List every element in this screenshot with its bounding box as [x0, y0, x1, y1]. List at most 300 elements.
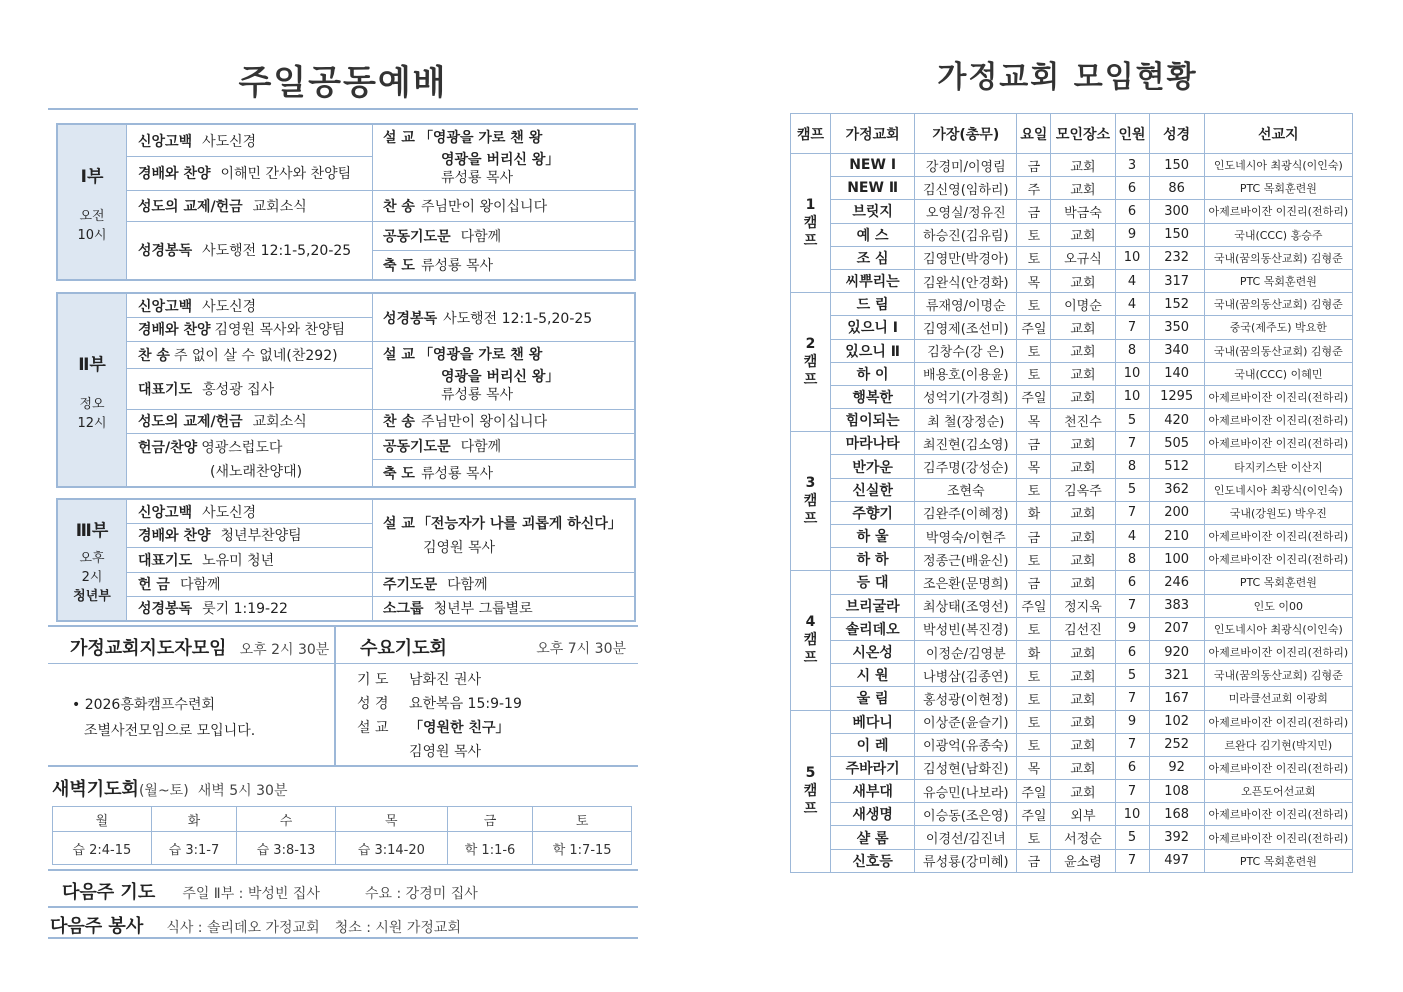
leader-name: 유승민(나보라): [915, 780, 1017, 803]
mission-field: 아제르바이잔 이진리(전하리): [1204, 803, 1352, 826]
bible-count: 392: [1149, 826, 1204, 849]
church-name: 주바라기: [831, 756, 915, 779]
meeting-place: 교회: [1051, 339, 1115, 362]
service-part: Ⅰ부: [80, 166, 104, 187]
meeting-day: 목: [1017, 269, 1051, 292]
bible-count: 497: [1149, 849, 1204, 872]
bible-count: 920: [1149, 640, 1204, 663]
leader-name: 김영제(조선미): [915, 316, 1017, 339]
table-row: [791, 177, 1353, 200]
bible-count: 300: [1149, 200, 1204, 223]
service-part: Ⅱ부: [78, 354, 106, 375]
meeting-day: 토: [1017, 362, 1051, 385]
mission-field: 오픈도어선교회: [1204, 780, 1352, 803]
leader-name: 김신영(임하리): [915, 177, 1017, 200]
mission-field: PTC 목회훈련원: [1204, 177, 1352, 200]
camp-label: 3 캠 프: [791, 432, 831, 571]
bible-count: 512: [1149, 455, 1204, 478]
table-row: [791, 617, 1353, 640]
leader-name: 최상태(조영선): [915, 594, 1017, 617]
member-count: 7: [1115, 733, 1149, 756]
meeting-place: 교회: [1051, 571, 1115, 594]
member-count: 8: [1115, 339, 1149, 362]
meeting-place: 교회: [1051, 710, 1115, 733]
mission-field: 아제르바이잔 이진리(전하리): [1204, 640, 1352, 663]
service-2-box: [56, 292, 636, 488]
church-name: 씨뿌리는: [831, 269, 915, 292]
church-name: NEW Ⅰ: [831, 154, 915, 177]
mission-field: 타지키스탄 이산지: [1204, 455, 1352, 478]
benediction-row: 축 도 류성룡 목사: [383, 465, 494, 482]
creed-row: 신앙고백 사도신경: [138, 298, 257, 315]
reading-row: 성경봉독 룻기 1:19-22: [138, 601, 288, 617]
mission-field: 국내(꿈의동산교회) 김형준: [1204, 246, 1352, 269]
mission-field: PTC 목회훈련원: [1204, 849, 1352, 872]
camp-label: 1 캠 프: [791, 154, 831, 293]
meeting-place: 서정순: [1051, 826, 1115, 849]
member-count: 6: [1115, 571, 1149, 594]
meeting-place: 교회: [1051, 362, 1115, 385]
member-count: 5: [1115, 664, 1149, 687]
sermon-block: 설 교 「영광을 가로 챈 왕 영광을 버리신 왕」 류성룡 목사: [383, 347, 560, 403]
leader-name: 류재영/이명순: [915, 293, 1017, 316]
meeting-day: 금: [1017, 154, 1051, 177]
bible-count: 102: [1149, 710, 1204, 733]
praise-row: 경배와 찬양 이해민 간사와 찬양팀: [138, 166, 352, 182]
table-row: [791, 269, 1353, 292]
dawn-table: [52, 806, 632, 865]
meeting-day: 주일: [1017, 316, 1051, 339]
leader-name: 오영실/정유진: [915, 200, 1017, 223]
leader-name: 이승동(조은영): [915, 803, 1017, 826]
church-name: 시 원: [831, 664, 915, 687]
member-count: 6: [1115, 200, 1149, 223]
table-row: [791, 849, 1353, 872]
member-count: 7: [1115, 316, 1149, 339]
praise-row: 경배와 찬양 청년부찬양팀: [138, 528, 302, 544]
hymn-row: 찬 송 주 없이 살 수 없네(찬292): [138, 347, 338, 364]
meeting-place: 교회: [1051, 223, 1115, 246]
leader-name: 김영만(박경아): [915, 246, 1017, 269]
meeting-day: 토: [1017, 617, 1051, 640]
meeting-day: 토: [1017, 548, 1051, 571]
meeting-day: 토: [1017, 223, 1051, 246]
service-2-label: [58, 294, 127, 486]
bible-count: 207: [1149, 617, 1204, 640]
header-leader: 가장(총무): [915, 114, 1017, 154]
table-row: [791, 640, 1353, 663]
church-name: 드 림: [831, 293, 915, 316]
reading-cell: 학 1:7-15: [533, 832, 632, 865]
table-row: [791, 455, 1353, 478]
meeting-day: 토: [1017, 664, 1051, 687]
leader-name: 조은환(문명희): [915, 571, 1017, 594]
mission-field: 아제르바이잔 이진리(전하리): [1204, 432, 1352, 455]
bible-count: 108: [1149, 780, 1204, 803]
offering-song-row: 헌금/찬양 영광스럽도다 (새노래찬양대): [138, 439, 303, 480]
member-count: 3: [1115, 154, 1149, 177]
meeting-day: 금: [1017, 525, 1051, 548]
church-name: 힘이되는: [831, 409, 915, 432]
meeting-day: 주일: [1017, 385, 1051, 408]
camp-label: 2 캠 프: [791, 293, 831, 432]
leader-name: 김창수(강 은): [915, 339, 1017, 362]
meeting-day: 주일: [1017, 594, 1051, 617]
meeting-place: 김옥주: [1051, 478, 1115, 501]
member-count: 7: [1115, 501, 1149, 524]
meeting-day: 토: [1017, 478, 1051, 501]
church-name: 브리굴라: [831, 594, 915, 617]
table-row: [791, 826, 1353, 849]
church-name: 샬 롬: [831, 826, 915, 849]
wednesday-list: 기 도 남화진 권사 성 경 요한복음 15:9-19 설 교 「영원한 친구」 김영원 목사: [357, 672, 522, 760]
meeting-place: 천진수: [1051, 409, 1115, 432]
meeting-day: 금: [1017, 849, 1051, 872]
leader-name: 성억기(가경희): [915, 385, 1017, 408]
church-name: 주향기: [831, 501, 915, 524]
leader-name: 박영숙/이현주: [915, 525, 1017, 548]
church-name: 신실한: [831, 478, 915, 501]
table-row: [791, 200, 1353, 223]
table-row: [791, 571, 1353, 594]
header-camp: 캠프: [791, 114, 831, 154]
service-3-label: [58, 500, 127, 620]
church-name: 새생명: [831, 803, 915, 826]
day-cell: 목: [335, 807, 447, 832]
mission-field: 아제르바이잔 이진리(전하리): [1204, 525, 1352, 548]
meeting-day: 주: [1017, 177, 1051, 200]
bible-count: 210: [1149, 525, 1204, 548]
rep-prayer-row: 대표기도 홍성광 집사: [138, 381, 275, 398]
sermon-block: 설 교 「영광을 가로 챈 왕 영광을 버리신 왕」 류성룡 목사: [383, 129, 560, 186]
meeting-place: 교회: [1051, 733, 1115, 756]
church-name: 시온성: [831, 640, 915, 663]
table-row: [791, 385, 1353, 408]
member-count: 7: [1115, 687, 1149, 710]
house-church-table: [790, 113, 1353, 873]
table-row: [791, 548, 1353, 571]
meeting-place: 교회: [1051, 640, 1115, 663]
table-row: [791, 154, 1353, 177]
meeting-day: 목: [1017, 756, 1051, 779]
bible-count: 152: [1149, 293, 1204, 316]
service-1-box: [56, 123, 636, 281]
member-count: 4: [1115, 525, 1149, 548]
table-row: [791, 664, 1353, 687]
meeting-place: 교회: [1051, 756, 1115, 779]
wednesday-header: 수요기도회 오후 7시 30분: [360, 638, 626, 659]
reading-row: 성경봉독 사도행전 12:1-5,20-25: [383, 310, 593, 327]
mission-field: PTC 목회훈련원: [1204, 269, 1352, 292]
leader-name: 이경선/김진녀: [915, 826, 1017, 849]
meeting-place: 교회: [1051, 177, 1115, 200]
day-cell: 수: [237, 807, 336, 832]
bible-count: 1295: [1149, 385, 1204, 408]
meeting-place: 외부: [1051, 803, 1115, 826]
day-cell: 월: [53, 807, 152, 832]
reading-cell: 학 1:1-6: [447, 832, 532, 865]
member-count: 7: [1115, 849, 1149, 872]
day-cell: 토: [533, 807, 632, 832]
meeting-day: 토: [1017, 710, 1051, 733]
meeting-day: 토: [1017, 733, 1051, 756]
bible-count: 420: [1149, 409, 1204, 432]
meeting-day: 토: [1017, 339, 1051, 362]
table-row: [791, 362, 1353, 385]
leader-name: 최진현(김소영): [915, 432, 1017, 455]
mission-field: 인도네시아 최광식(이인숙): [1204, 154, 1352, 177]
mission-field: 국내(강원도) 박우진: [1204, 501, 1352, 524]
member-count: 4: [1115, 293, 1149, 316]
leader-name: 김성현(남화진): [915, 756, 1017, 779]
meeting-place: 박금숙: [1051, 200, 1115, 223]
meeting-day: 주일: [1017, 803, 1051, 826]
bible-count: 92: [1149, 756, 1204, 779]
bible-count: 167: [1149, 687, 1204, 710]
meeting-day: 목: [1017, 455, 1051, 478]
header-mission: 선교지: [1204, 114, 1352, 154]
leader-name: 정종근(배윤신): [915, 548, 1017, 571]
member-count: 9: [1115, 223, 1149, 246]
mission-field: 아제르바이잔 이진리(전하리): [1204, 826, 1352, 849]
mission-field: 아제르바이잔 이진리(전하리): [1204, 409, 1352, 432]
member-count: 10: [1115, 362, 1149, 385]
service-time: 오후: [79, 551, 105, 566]
bible-count: 168: [1149, 803, 1204, 826]
table-row: [791, 756, 1353, 779]
meeting-place: 이명순: [1051, 293, 1115, 316]
mission-field: 인도네시아 최광식(이인숙): [1204, 617, 1352, 640]
mission-field: 인도네시아 최광식(이인숙): [1204, 478, 1352, 501]
church-name: 이 레: [831, 733, 915, 756]
member-count: 7: [1115, 432, 1149, 455]
meeting-place: 윤소령: [1051, 849, 1115, 872]
creed-row: 신앙고백 사도신경: [138, 504, 257, 521]
member-count: 9: [1115, 617, 1149, 640]
table-row: [791, 409, 1353, 432]
bible-count: 317: [1149, 269, 1204, 292]
meeting-place: 교회: [1051, 385, 1115, 408]
meeting-place: 교회: [1051, 664, 1115, 687]
leader-name: 이정순/김영분: [915, 640, 1017, 663]
bible-count: 362: [1149, 478, 1204, 501]
mission-field: 아제르바이잔 이진리(전하리): [1204, 756, 1352, 779]
benediction-row: 축 도 류성룡 목사: [383, 257, 494, 274]
meeting-place: 교회: [1051, 432, 1115, 455]
dawn-header: 새벽기도회(월~토) 새벽 5시 30분: [52, 779, 288, 800]
leader-name: 강경미/이영림: [915, 154, 1017, 177]
table-row: [791, 293, 1353, 316]
bible-count: 252: [1149, 733, 1204, 756]
bible-count: 340: [1149, 339, 1204, 362]
meeting-place: 교회: [1051, 269, 1115, 292]
leaders-meeting-note: • 2026흥화캠프수련회 조별사전모임으로 모입니다.: [72, 697, 256, 739]
leader-name: 이상준(윤슬기): [915, 710, 1017, 733]
church-name: 하 하: [831, 548, 915, 571]
member-count: 6: [1115, 640, 1149, 663]
church-name: 하 울: [831, 525, 915, 548]
meeting-place: 교회: [1051, 501, 1115, 524]
leader-name: 홍성광(이현정): [915, 687, 1017, 710]
mission-field: 국내(꿈의동산교회) 김형준: [1204, 664, 1352, 687]
table-row: [791, 339, 1353, 362]
prayer-row: 공동기도문 다함께: [383, 439, 502, 455]
table-row: [791, 246, 1353, 269]
member-count: 8: [1115, 548, 1149, 571]
table-row: [791, 432, 1353, 455]
table-row: [791, 223, 1353, 246]
hymn-row: 찬 송 주님만이 왕이십니다: [383, 198, 548, 215]
reading-cell: 습 3:8-13: [237, 832, 336, 865]
service-time: 12시: [77, 415, 107, 431]
meeting-place: 교회: [1051, 154, 1115, 177]
member-count: 5: [1115, 409, 1149, 432]
church-name: 새부대: [831, 780, 915, 803]
meeting-place: 오규식: [1051, 246, 1115, 269]
church-name: 베다니: [831, 710, 915, 733]
meeting-place: 교회: [1051, 780, 1115, 803]
table-row: [791, 525, 1353, 548]
table-row: [791, 780, 1353, 803]
meeting-place: 김선진: [1051, 617, 1115, 640]
meeting-day: 화: [1017, 501, 1051, 524]
service-1-label: [58, 125, 127, 279]
table-row: [791, 733, 1353, 756]
meeting-day: 목: [1017, 409, 1051, 432]
leader-name: 최 철(장정순): [915, 409, 1017, 432]
day-cell: 화: [151, 807, 236, 832]
leader-name: 하승진(김유림): [915, 223, 1017, 246]
mission-field: 국내(CCC) 홍승주: [1204, 223, 1352, 246]
bible-count: 232: [1149, 246, 1204, 269]
leader-name: 김완주(이혜정): [915, 501, 1017, 524]
church-name: 브릿지: [831, 200, 915, 223]
mission-field: 르완다 김기현(박지민): [1204, 733, 1352, 756]
mission-field: 아제르바이잔 이진리(전하리): [1204, 385, 1352, 408]
mission-field: 인도 이00: [1204, 594, 1352, 617]
next-service: 다음주 봉사 식사 : 솔리데오 가정교회 청소 : 시원 가정교회: [50, 916, 461, 937]
member-count: 8: [1115, 455, 1149, 478]
header-day: 요일: [1017, 114, 1051, 154]
reading-cell: 습 3:1-7: [151, 832, 236, 865]
rep-prayer-row: 대표기도 노유미 청년: [138, 552, 275, 569]
meeting-place: 정지욱: [1051, 594, 1115, 617]
lords-prayer-row: 주기도문 다함께: [383, 577, 488, 593]
leader-name: 조현숙: [915, 478, 1017, 501]
service-time: 2시: [81, 570, 103, 585]
member-count: 6: [1115, 177, 1149, 200]
header-church: 가정교회: [831, 114, 915, 154]
table-row: [791, 501, 1353, 524]
mission-field: 미라클선교회 이광희: [1204, 687, 1352, 710]
member-count: 7: [1115, 594, 1149, 617]
bible-count: 505: [1149, 432, 1204, 455]
meeting-day: 주일: [1017, 780, 1051, 803]
member-count: 4: [1115, 269, 1149, 292]
leaders-meeting-header: 가정교회지도자모임 오후 2시 30분: [70, 638, 330, 659]
meeting-place: 교회: [1051, 525, 1115, 548]
mission-field: PTC 목회훈련원: [1204, 571, 1352, 594]
bible-count: 86: [1149, 177, 1204, 200]
header-count: 인원: [1115, 114, 1149, 154]
service-time: 정오: [79, 396, 105, 412]
meeting-day: 화: [1017, 640, 1051, 663]
mission-field: 아제르바이잔 이진리(전하리): [1204, 548, 1352, 571]
offering-row: 성도의 교제/헌금 교회소식: [138, 414, 307, 430]
leader-name: 나병삼(김종연): [915, 664, 1017, 687]
service-part: Ⅲ부: [75, 521, 109, 541]
church-name: 행복한: [831, 385, 915, 408]
camp-label: 4 캠 프: [791, 571, 831, 710]
meeting-day: 토: [1017, 246, 1051, 269]
next-prayer: 다음주 기도 주일 Ⅱ부 : 박성빈 집사 수요 : 강경미 집사: [62, 882, 478, 903]
bible-count: 383: [1149, 594, 1204, 617]
meeting-place: 교회: [1051, 316, 1115, 339]
worship-title: 주일공동예배: [238, 63, 448, 103]
mission-field: 국내(꿈의동산교회) 김형준: [1204, 339, 1352, 362]
bible-count: 321: [1149, 664, 1204, 687]
meeting-day: 금: [1017, 200, 1051, 223]
meeting-day: 금: [1017, 571, 1051, 594]
meeting-day: 토: [1017, 293, 1051, 316]
leader-name: 이광억(유종숙): [915, 733, 1017, 756]
table-row: [791, 594, 1353, 617]
title-divider: [48, 108, 638, 110]
service-3-box: [56, 498, 636, 622]
member-count: 5: [1115, 826, 1149, 849]
meeting-place: 교회: [1051, 455, 1115, 478]
creed-row: 신앙고백 사도신경: [138, 133, 257, 150]
leader-name: 김주명(강성순): [915, 455, 1017, 478]
service-group: 청년부: [73, 589, 111, 604]
reading-cell: 습 2:4-15: [53, 832, 152, 865]
sermon-block: 설 교 「전능자가 나를 괴롭게 하신다」 김영원 목사: [383, 516, 622, 556]
offering-row: 성도의 교제/헌금 교회소식: [138, 198, 307, 215]
bible-count: 350: [1149, 316, 1204, 339]
mission-field: 국내(꿈의동산교회) 김형준: [1204, 293, 1352, 316]
leader-name: 류성룡(강미혜): [915, 849, 1017, 872]
church-name: NEW Ⅱ: [831, 177, 915, 200]
member-count: 6: [1115, 756, 1149, 779]
meeting-day: 토: [1017, 826, 1051, 849]
church-name: 하 이: [831, 362, 915, 385]
prayer-row: 공동기도문 다함께: [383, 228, 502, 245]
member-count: 10: [1115, 246, 1149, 269]
meeting-day: 토: [1017, 687, 1051, 710]
member-count: 10: [1115, 385, 1149, 408]
table-row: [791, 316, 1353, 339]
member-count: 5: [1115, 478, 1149, 501]
service-time: 오전: [79, 208, 105, 224]
meeting-place: 교회: [1051, 687, 1115, 710]
church-name: 예 스: [831, 223, 915, 246]
table-row: [791, 687, 1353, 710]
house-church-title: 가정교회 모임현황: [937, 60, 1198, 95]
offering-row: 헌 금 다함께: [138, 577, 221, 593]
meeting-place: 교회: [1051, 548, 1115, 571]
bible-count: 140: [1149, 362, 1204, 385]
member-count: 9: [1115, 710, 1149, 733]
bible-count: 200: [1149, 501, 1204, 524]
bible-count: 246: [1149, 571, 1204, 594]
day-cell: 금: [447, 807, 532, 832]
bible-count: 100: [1149, 548, 1204, 571]
leader-name: 박성빈(복진경): [915, 617, 1017, 640]
church-name: 울 림: [831, 687, 915, 710]
leader-name: 배용호(이용윤): [915, 362, 1017, 385]
hymn-row: 찬 송 주님만이 왕이십니다: [383, 414, 548, 430]
mission-field: 중국(제주도) 박요한: [1204, 316, 1352, 339]
